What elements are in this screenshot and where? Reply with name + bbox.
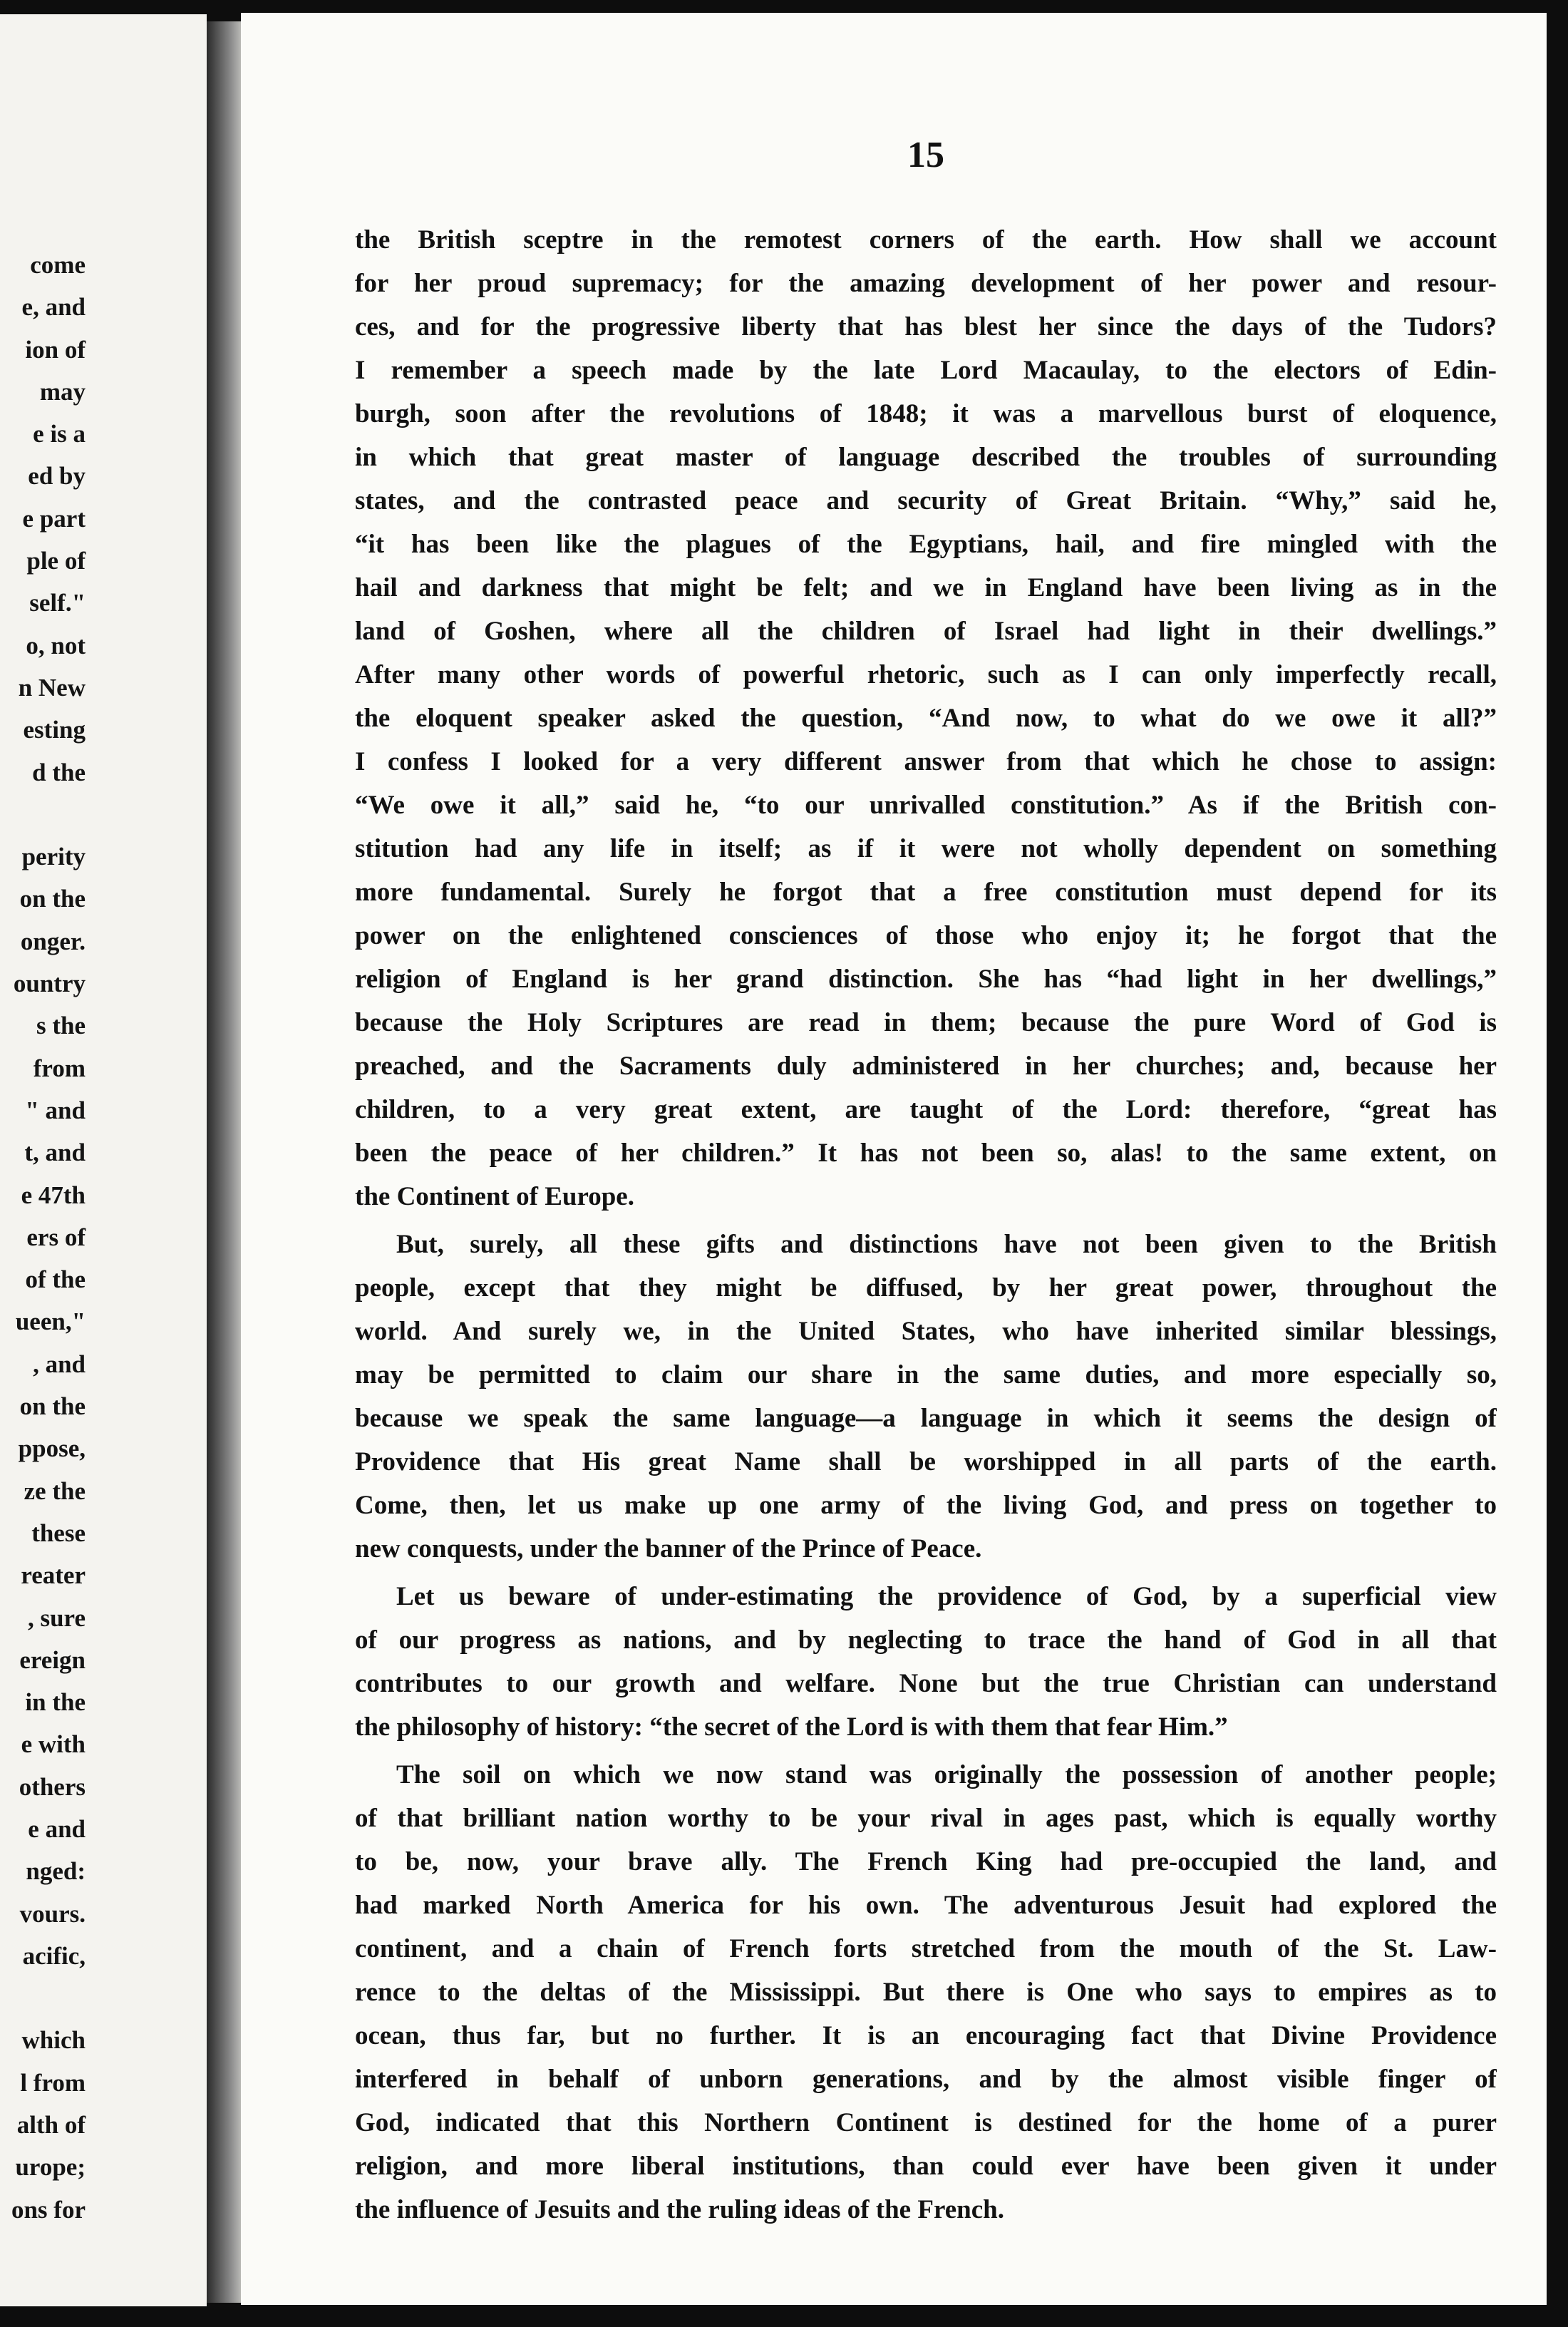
left-page-line: t, and	[24, 1139, 86, 1167]
left-page-line: " and	[25, 1096, 86, 1124]
left-page-line: ers of	[26, 1223, 86, 1251]
left-page-line: ed by	[28, 462, 86, 490]
left-page-gap	[0, 1977, 86, 2019]
left-page-line: of the	[25, 1265, 86, 1294]
text-line: of that brilliant nation worthy to be your rival in ages past, which is equally worthy	[355, 1804, 1497, 1833]
book-gutter	[207, 21, 241, 2303]
left-page-line: ple of	[26, 547, 86, 575]
paragraph	[355, 1753, 1497, 2231]
left-page-line: which	[21, 2026, 86, 2055]
text-line: contributes to our growth and welfare. None but the true Christian can understand	[355, 1669, 1497, 1698]
text-line: Providence that His great Name shall be worshipped in all parts of the earth.	[355, 1447, 1497, 1476]
text-line: But, surely, all these gifts and distinctions have not been given to the British	[396, 1230, 1497, 1259]
left-page-line: in the	[25, 1688, 86, 1717]
left-facing-page	[0, 14, 207, 2306]
left-page-line: ons for	[11, 2195, 86, 2224]
left-page-line: come	[30, 251, 86, 279]
text-line: states, and the contrasted peace and security of Great Britain. “Why,” said he,	[355, 486, 1497, 515]
text-line: of our progress as nations, and by neglecting to trace the hand of God in all that	[355, 1625, 1497, 1655]
text-line: the British sceptre in the remotest corners of the earth. How shall we account	[355, 225, 1497, 255]
left-page-line: onger.	[20, 927, 86, 955]
text-line: I confess I looked for a very different answer from that which he chose to assign:	[355, 747, 1497, 776]
left-page-line: ion of	[25, 335, 86, 364]
text-line: continent, and a chain of French forts stretched from the mouth of the St. Law-	[355, 1934, 1497, 1963]
left-page-line: , sure	[27, 1603, 86, 1632]
text-line: children, to a very great extent, are taught of the Lord: therefore, “great has	[355, 1095, 1497, 1124]
text-line: because the Holy Scriptures are read in them; because the pure Word of God is	[355, 1008, 1497, 1037]
left-page-line: ze the	[24, 1476, 86, 1505]
text-line: had marked North America for his own. The adventurous Jesuit had explored the	[355, 1891, 1497, 1920]
text-line: ocean, thus far, but no further. It is an encouraging fact that Divine Providence	[355, 2021, 1497, 2050]
left-page-line: d the	[32, 758, 86, 786]
left-page-line: , and	[33, 1350, 86, 1378]
left-page-line: on the	[19, 885, 86, 913]
left-page-line: self."	[29, 589, 86, 617]
text-line: the Continent of Europe.	[355, 1182, 634, 1211]
text-line: new conquests, under the banner of the Prince of Peace.	[355, 1534, 982, 1563]
text-line: to be, now, your brave ally. The French King had pre-occupied the land, and	[355, 1847, 1497, 1876]
text-line: Let us beware of under-estimating the providence of God, by a superficial view	[396, 1582, 1497, 1611]
right-page	[241, 13, 1547, 2305]
left-page-line: alth of	[16, 2111, 86, 2139]
text-line: The soil on which we now stand was originally the possession of another people;	[396, 1760, 1497, 1789]
left-page-line: may	[39, 377, 86, 406]
paragraph	[355, 1575, 1497, 1749]
left-page-line: e 47th	[21, 1181, 86, 1209]
left-page-line: n New	[18, 673, 86, 702]
left-page-line: others	[19, 1772, 86, 1801]
left-page-line: e is a	[33, 420, 86, 448]
text-line: hail and darkness that might be felt; and we in England have been living as in the	[355, 573, 1497, 602]
text-line: may be permitted to claim our share in the same duties, and more especially so,	[355, 1360, 1497, 1389]
paragraph	[355, 1223, 1497, 1571]
text-line: people, except that they might be diffused, by her great power, throughout the	[355, 1273, 1497, 1303]
text-line: the influence of Jesuits and the ruling ideas of the French.	[355, 2195, 1004, 2224]
left-page-line: esting	[23, 716, 86, 744]
left-page-line: e and	[28, 1814, 86, 1843]
text-line: rence to the deltas of the Mississippi. But there is One who says to empires as to	[355, 1978, 1497, 2007]
text-line: in which that great master of language described the troubles of surrounding	[355, 443, 1497, 472]
left-page-line: from	[33, 1054, 86, 1082]
text-line: stitution had any life in itself; as if it were not wholly dependent on something	[355, 834, 1497, 863]
text-line: the philosophy of history: “the secret of the Lord is with them that fear Him.”	[355, 1712, 1228, 1742]
text-line: After many other words of powerful rhetoric, such as I can only imperfectly recall,	[355, 660, 1497, 689]
left-page-line: e, and	[21, 293, 86, 322]
left-page-line: urope;	[15, 2153, 86, 2182]
left-page-line: vours.	[19, 1899, 86, 1928]
text-line: “We owe it all,” said he, “to our unrivalled constitution.” As if the British con-	[355, 791, 1497, 820]
text-line: interfered in behalf of unborn generations, and by the almost visible finger of	[355, 2065, 1497, 2094]
left-page-line: nged:	[26, 1857, 86, 1886]
text-line: “it has been like the plagues of the Egyptians, hail, and fire mingled with the	[355, 530, 1497, 559]
text-line: because we speak the same language—a language in which it seems the design of	[355, 1404, 1497, 1433]
left-page-line: perity	[21, 843, 86, 871]
left-page-line: s the	[36, 1012, 86, 1040]
text-line: I remember a speech made by the late Lord Macaulay, to the electors of Edin-	[355, 356, 1497, 385]
text-line: burgh, soon after the revolutions of 1848; it was a marvellous burst of eloquence,	[355, 399, 1497, 428]
text-line: ces, and for the progressive liberty that has blest her since the days of the Tudors?	[355, 312, 1497, 341]
left-page-line: e with	[21, 1730, 86, 1759]
text-line: religion of England is her grand distinction. She has “had light in her dwellings,”	[355, 965, 1497, 994]
left-page-line: o, not	[26, 631, 86, 659]
left-page-line: on the	[19, 1392, 86, 1421]
text-line: power on the enlightened consciences of those who enjoy it; he forgot that the	[355, 921, 1497, 950]
text-line: more fundamental. Surely he forgot that a free constitution must depend for its	[355, 878, 1497, 907]
left-page-line: ppose,	[18, 1434, 86, 1463]
page-number: 15	[907, 135, 944, 175]
left-page-line: ueen,"	[15, 1308, 86, 1336]
text-line: the eloquent speaker asked the question, “And now, to what do we owe it all?”	[355, 704, 1497, 733]
text-line: land of Goshen, where all the children of Israel had light in their dwellings.”	[355, 617, 1497, 646]
left-page-line: ereign	[19, 1645, 86, 1674]
text-line: been the peace of her children.” It has not been so, alas! to the same extent, on	[355, 1139, 1497, 1168]
left-page-line: these	[31, 1519, 86, 1547]
text-line: preached, and the Sacraments duly administered in her churches; and, because her	[355, 1052, 1497, 1081]
text-line: for her proud supremacy; for the amazing development of her power and resour-	[355, 269, 1497, 298]
left-page-line: e part	[22, 504, 86, 533]
left-page-line: ountry	[13, 970, 86, 998]
body-text	[355, 218, 1497, 2231]
left-page-line: acific,	[22, 1941, 86, 1970]
text-line: God, indicated that this Northern Continent is destined for the home of a purer	[355, 2108, 1497, 2137]
left-page-text-fragments	[0, 244, 86, 2231]
left-page-gap	[0, 793, 86, 836]
text-line: world. And surely we, in the United States, who have inherited similar blessings,	[355, 1317, 1497, 1346]
paragraph	[355, 218, 1497, 1218]
text-line: Come, then, let us make up one army of the living God, and press on together to	[355, 1491, 1497, 1520]
left-page-line: l from	[20, 2068, 86, 2097]
text-line: religion, and more liberal institutions, than could ever have been given it under	[355, 2152, 1497, 2181]
left-page-line: reater	[21, 1561, 86, 1590]
